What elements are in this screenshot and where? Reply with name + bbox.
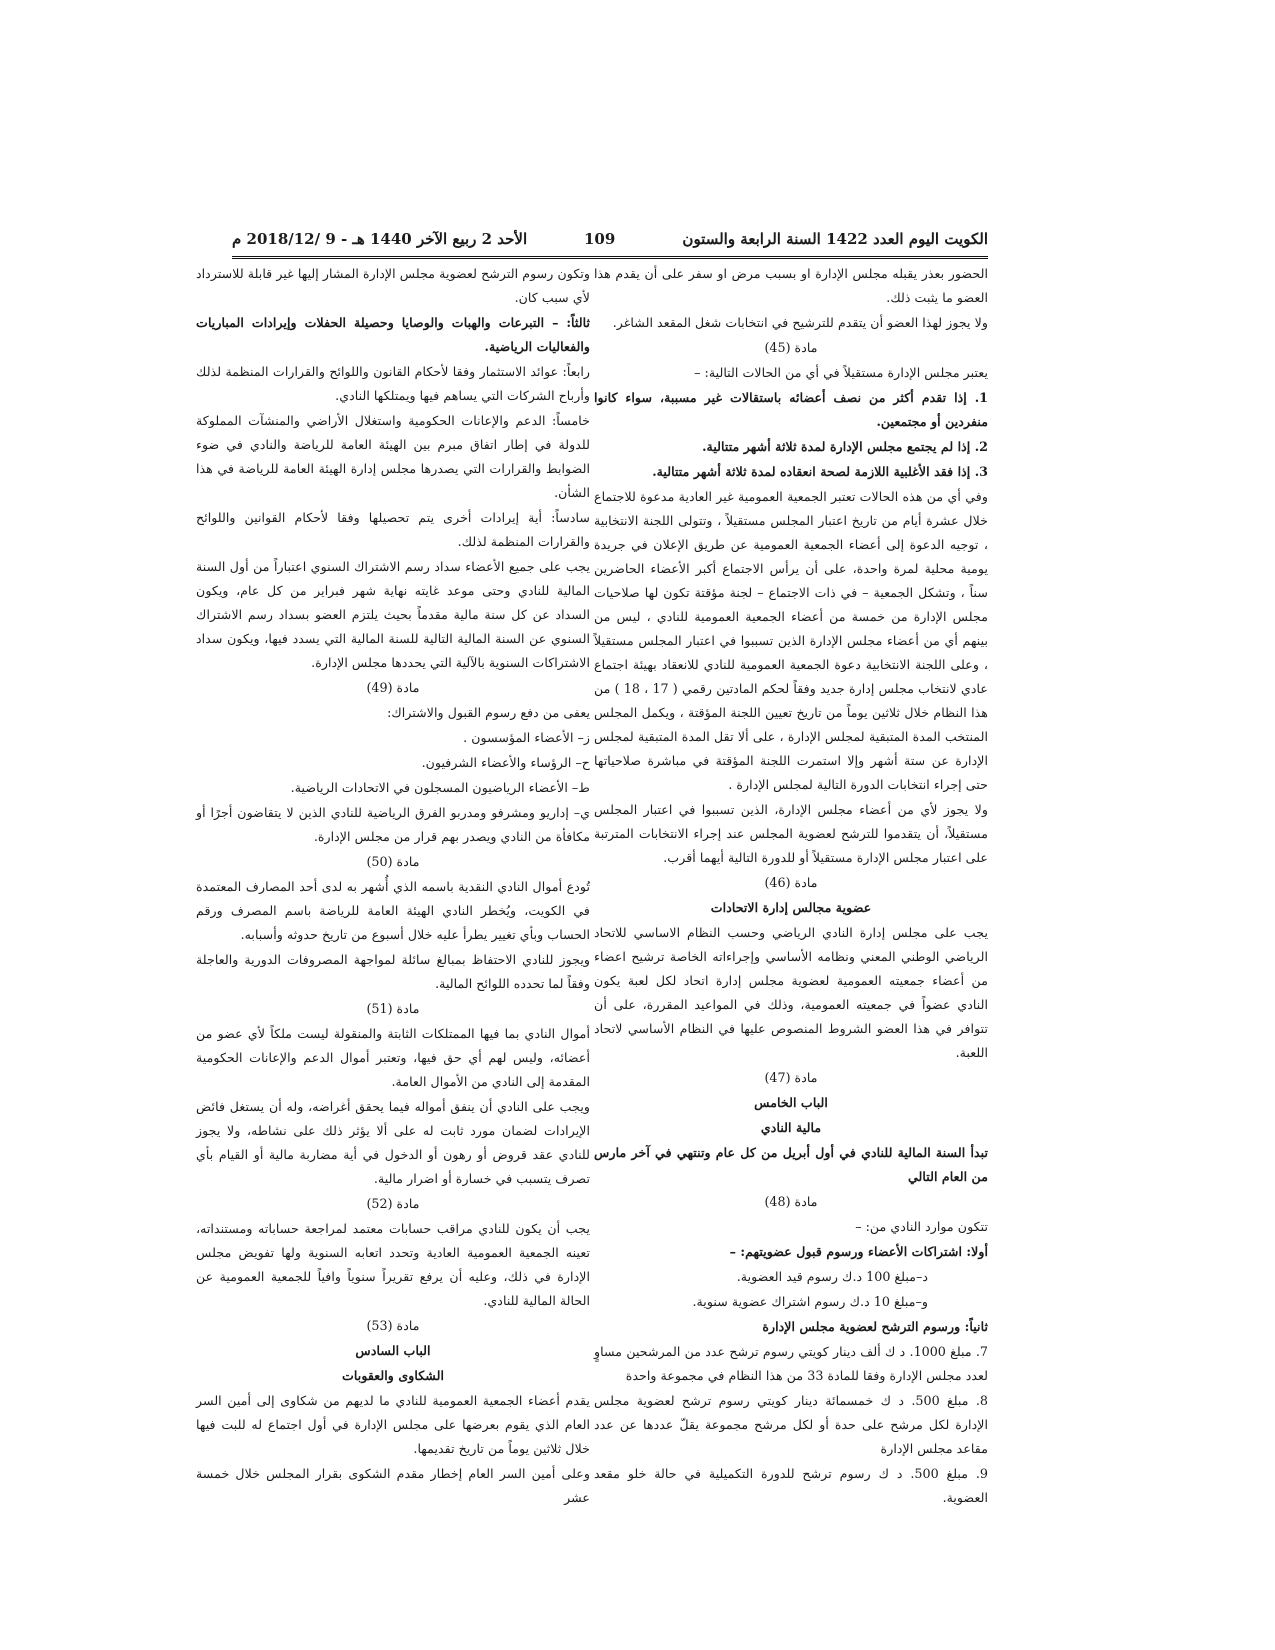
paragraph: يعتبر مجلس الإدارة مستقيلاً في أي من الحالات التالية: –: [694, 365, 988, 380]
list-item: 8. مبلغ 500. د ك خمسمائة دينار كويتي رسوم ترشح لعضوية مجلس الإدارة لكل مرشح على حدة أو لكل مرشح مجموعة يقلّ عددها عن عدد مقاعد مجلس الإدارة: [594, 1393, 988, 1456]
list-heading: ثانياً: ورسوم الترشح لعضوية مجلس الإدارة: [762, 1319, 988, 1334]
paragraph: يعفى من دفع رسوم القبول والاشتراك:: [387, 705, 590, 720]
chapter-heading: الباب الخامس: [754, 1095, 828, 1110]
paragraph: أموال النادي بما فيها الممتلكات الثابتة والمنقولة ليست ملكاً لأي عضو من أعضائه، وليس لهم أي حق فيها، وتعتبر أموال الدعم والإعانات الحكومية المقدمة إلى النادي من الأموال العامة.: [196, 1026, 590, 1089]
list-item: 7. مبلغ 1000. د ك ألف دينار كويتي رسوم ترشح عدد من المرشحين مساوٍ لعدد مجلس الإدارة وفقا للمادة 33 من هذا النظام في مجموعة واحدة: [594, 1344, 988, 1383]
list-heading: أولا: اشتراكات الأعضاء ورسوم قبول عضويتهم: –: [729, 1244, 988, 1259]
paragraph: تبدأ السنة المالية للنادي في أول أبريل من كل عام وتنتهي في آخر مارس من العام التالي: [594, 1145, 988, 1184]
article-heading: مادة (49): [366, 680, 420, 695]
issue-date: الأحد 2 ربيع الآخر 1440 هـ - 9 /2018/12 م: [232, 230, 528, 248]
paragraph: سادساً: أية إيرادات أخرى يتم تحصيلها وفقا لأحكام القوانين واللوائح والقرارات المنظمة لذلك.: [196, 510, 590, 549]
article-heading: مادة (52): [366, 1196, 420, 1211]
list-item: 3. إذا فقد الأغلبية اللازمة لصحة انعقاده لمدة ثلاثة أشهر متتالية.: [652, 464, 988, 479]
paragraph: يجب أن يكون للنادي مراقب حسابات معتمد لمراجعة حساباته ومستنداته، تعينه الجمعية العمومية العادية وتحدد اتعابه السنوية ولها تفويض مجلس الإدارة في ذلك، وعليه أن يرفع تقريراً سنوياً وافياً للجمعية العمومية عن الحالة المالية للنادي.: [196, 1221, 590, 1308]
article-heading: مادة (45): [764, 340, 818, 355]
paragraph: يجب على مجلس إدارة النادي الرياضي وحسب النظام الاساسي للاتحاد الرياضي الوطني المعني ونظامه الأساسي وإجراءاته الخاصة ترشيح اعضاء من أعضاء جمعيته العمومية لعضوية مجلس إدارة اتحاد لكل لعبة يكون النادي عضواً في جمعيته العمومية، وذلك في المواعيد المقررة، على أن تتوافر في هذا العضو الشروط المنصوص عليها في النظام الأساسي لاتحاد اللعبة.: [594, 925, 988, 1060]
paragraph: وعلى أمين السر العام إخطار مقدم الشكوى بقرار المجلس خلال خمسة عشر: [196, 1466, 590, 1505]
article-heading: مادة (47): [764, 1070, 818, 1085]
paragraph: وفي أي من هذه الحالات تعتبر الجمعية العمومية غير العادية مدعوة للاجتماع خلال عشرة أيام من تاريخ اعتبار المجلس مستقيلاً ، وتتولى اللجنة الانتخابية ، توجيه الدعوة إلى أعضاء الجمعية العمومية عن طريق الإعلان في جريدة يومية محلية لمرة واحدة، على أن يرأس الاجتماع أكبر الأعضاء الحاضرين سناً ، وتشكل الجمعية – في ذات الاجتماع – لجنة مؤقتة تكون لها صلاحيات مجلس الإدارة من خمسة من أعضاء الجمعية العمومية للنادي ، ليس من بينهم أي من أعضاء مجلس الإدارة الذين تسببوا في اعتبار المجلس مستقيلاً ، وعلى اللجنة الانتخابية دعوة الجمعية العمومية للنادي للانعقاد بهيئة اجتماع عادي لانتخاب مجلس إدارة جديد وفقاً لحكم المادتين رقمي ( 17 ، 18 ) من هذا النظام خلال ثلاثين يوماً من تاريخ تعيين اللجنة المؤقتة ، ويكمل المجلس المنتخب المدة المتبقية لمجلس الإدارة ، على ألا تقل المدة المتبقية لمجلس الإدارة عن ستة أشهر وإلا استمرت اللجنة المؤقتة في مباشرة صلاحياتها حتى إجراء انتخابات الدورة التالية لمجلس الإدارة .: [594, 489, 988, 792]
right-column: [594, 262, 988, 1511]
paragraph: يقدم أعضاء الجمعية العمومية للنادي ما لديهم من شكاوى إلى أمين السر العام الذي يقوم بعرضها على مجلس الإدارة في أول اجتماع له للبت فيها خلال ثلاثين يوماً من تاريخ تقديمها.: [196, 1393, 590, 1456]
paragraph: ولا يجوز لهذا العضو أن يتقدم للترشيح في انتخابات شغل المقعد الشاغر.: [612, 315, 988, 330]
list-item: ي– إداريو ومشرفو ومدربو الفرق الرياضية للنادي الذين لا يتقاضون أجرًا أو مكافأة من النادي ويصدر بهم قرار من مجلس الإدارة.: [196, 805, 590, 844]
chapter-heading: الباب السادس: [355, 1343, 431, 1358]
chapter-title: الشكاوى والعقوبات: [341, 1368, 444, 1383]
paragraph: ويجب على النادي أن ينفق أمواله فيما يحقق أغراضه، وله أن يستغل فائض الإيرادات لضمان مورد ثابت له على ألا يؤثر ذلك على نشاطه، ولا يجوز للنادي عقد قروض أو رهون أو الدخول في أية مضاربة مالية أو القيام بأي تصرف يتسبب في خسارة أو اضرار مالية.: [196, 1099, 590, 1186]
list-item: 9. مبلغ 500. د ك رسوم ترشح للدورة التكميلية في حالة خلو مقعد العضوية.: [594, 1466, 988, 1505]
list-item: و–مبلغ 10 د.ك رسوم اشتراك عضوية سنوية.: [692, 1294, 928, 1309]
left-column: [196, 262, 590, 1511]
article-heading: مادة (51): [366, 1001, 420, 1016]
article-heading: مادة (48): [764, 1194, 818, 1209]
article-heading: مادة (53): [366, 1318, 420, 1333]
gazette-issue-title: الكويت اليوم العدد 1422 السنة الرابعة والستون: [682, 230, 988, 248]
paragraph: تتكون موارد النادي من: –: [855, 1219, 988, 1234]
list-item: ح– الرؤساء والأعضاء الشرفيون.: [421, 755, 590, 770]
list-item: 1. إذا تقدم أكثر من نصف أعضائه باستقالات غير مسببة، سواء كانوا منفردين أو مجتمعين.: [594, 390, 988, 429]
page-header: [232, 226, 988, 259]
article-heading: مادة (46): [764, 875, 818, 890]
paragraph: ويجوز للنادي الاحتفاظ بمبالغ سائلة لمواجهة المصروفات الدورية والعاجلة وفقاً لما تحدده اللوائح المالية.: [196, 952, 590, 991]
article-heading: مادة (50): [366, 854, 420, 869]
paragraph: ثالثاً: – التبرعات والهبات والوصايا وحصيلة الحفلات وإيرادات المباريات والفعاليات الرياضية.: [196, 315, 590, 354]
paragraph: الحضور بعذر يقبله مجلس الإدارة او بسبب مرض او سفر على أن يقدم هذا العضو ما يثبت ذلك.: [594, 266, 988, 305]
list-item: 2. إذا لم يجتمع مجلس الإدارة لمدة ثلاثة أشهر متتالية.: [702, 439, 988, 454]
paragraph: تُودع أموال النادي النقدية باسمه الذي أُشهر به لدى أحد المصارف المعتمدة في الكويت، ويُخطر النادي الهيئة العامة للرياضة باسم المصرف ورقم الحساب وبأي تغيير يطرأ عليه خلال أسبوع من تاريخ حدوثه وأسبابه.: [196, 879, 590, 942]
paragraph: ولا يجوز لأي من أعضاء مجلس الإدارة، الذين تسببوا في اعتبار المجلس مستقيلاً، أن يتقدموا للترشح لعضوية المجلس عند إجراء الانتخابات المترتبة على اعتبار مجلس الإدارة مستقيلاً أو للدورة التالية أيهما أقرب.: [594, 802, 988, 865]
paragraph: خامساً: الدعم والإعانات الحكومية واستغلال الأراضي والمنشآت المملوكة للدولة في إطار اتفاق مبرم بين الهيئة العامة للرياضة والنادي في ضوء الضوابط والقرارات التي يصدرها مجلس إدارة الهيئة العامة للرياضة في هذا الشأن.: [196, 413, 590, 500]
list-item: ط– الأعضاء الرياضيون المسجلون في الاتحادات الرياضية.: [290, 780, 590, 795]
list-item: ز– الأعضاء المؤسسون .: [463, 730, 590, 745]
paragraph: يجب على جميع الأعضاء سداد رسم الاشتراك السنوي اعتباراً من أول السنة المالية للنادي وحتى موعد غايته نهاية شهر فبراير من كل عام، ويكون السداد عن كل سنة مالية مقدماً بحيث يلتزم العضو بسداد رسم الاشتراك السنوي عن السنة المالية التالية للسنة المالية التي يسدد فيها، ويكون سداد الاشتراكات السنوية بالآلية التي يحددها مجلس الإدارة.: [196, 559, 590, 670]
paragraph: وتكون رسوم الترشح لعضوية مجلس الإدارة المشار إليها غير قابلة للاسترداد لأي سبب كان.: [196, 266, 590, 305]
list-item: د–مبلغ 100 د.ك رسوم قيد العضوية.: [736, 1269, 928, 1284]
paragraph: رابعاً: عوائد الاستثمار وفقا لأحكام القانون واللوائح والقرارات المنظمة لذلك وأرباح الشركات التي يساهم فيها ويمتلكها النادي.: [196, 364, 590, 403]
page-number: 109: [584, 230, 616, 248]
chapter-title: مالية النادي: [760, 1120, 822, 1135]
section-heading: عضوية مجالس إدارة الاتحادات: [710, 900, 872, 915]
